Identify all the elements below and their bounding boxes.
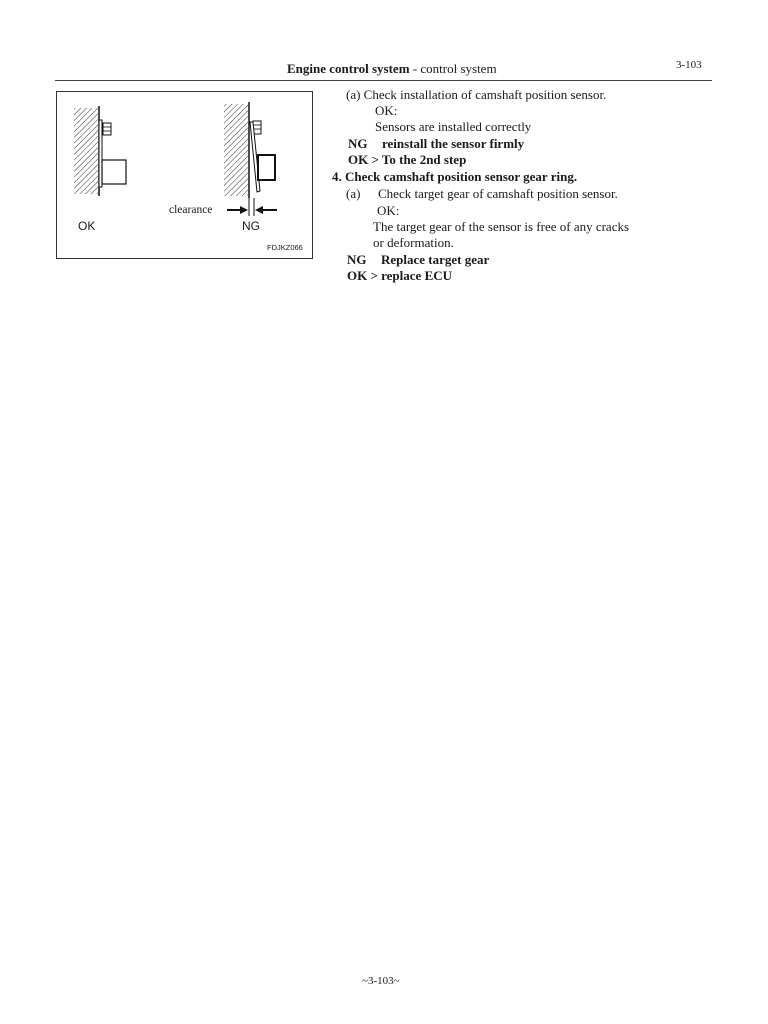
step-a2-ok-action: OK > replace ECU (347, 268, 453, 283)
ok-hatched-housing (74, 108, 98, 194)
ng-sensor-body (258, 155, 275, 180)
step-a1-ng-action: reinstall the sensor firmly (382, 136, 525, 151)
page-number-top: 3-103 (676, 59, 702, 71)
header-title-rest: - control system (409, 61, 497, 76)
figure-code: FDJKZ066 (267, 243, 303, 252)
sensor-installation-diagram (57, 92, 312, 258)
step-a2-ng-action: Replace target gear (381, 252, 490, 267)
step-a2-ok-detail-2: or deformation. (373, 235, 454, 250)
header-rule (55, 80, 712, 81)
step-a2-ng-line (347, 252, 489, 268)
step-a2-text: Check target gear of camshaft position sensor. (378, 186, 618, 201)
ng-sensor-drawing (224, 102, 277, 216)
figure-label-clearance: clearance (169, 204, 213, 216)
ng-hatched-housing (224, 104, 248, 196)
step-a1-ok-detail: Sensors are installed correctly (375, 119, 532, 134)
figure-label-ng: NG (242, 219, 260, 233)
figure-label-ok: OK (78, 219, 96, 233)
step-a2-marker: (a) (346, 186, 361, 201)
step-a1-ng-line (348, 136, 524, 152)
step-4-title: 4. Check camshaft position sensor gear ring. (332, 169, 578, 184)
ok-sensor-body (102, 160, 126, 184)
step-a1-ok-label: OK: (375, 103, 398, 118)
sensor-installation-figure (56, 91, 313, 259)
step-a2-line (346, 186, 618, 202)
page-footer-number: ~3-103~ (362, 975, 400, 987)
step-a2-ok-detail-1: The target gear of the sensor is free of any cracks (373, 219, 630, 234)
step-a2-ng-tag: NG (347, 252, 367, 267)
clearance-arrow-left-icon (227, 206, 248, 214)
ok-bolt-icon (103, 123, 111, 135)
step-a2-ok-label: OK: (377, 203, 400, 218)
step-a1-ng-tag: NG (348, 136, 368, 151)
ok-sensor-drawing (74, 106, 126, 196)
step-a1-text: (a) Check installation of camshaft position sensor. (346, 87, 607, 102)
page-header-title (287, 61, 497, 77)
step-a1-ok-action: OK > To the 2nd step (348, 152, 467, 167)
header-title-bold: Engine control system (287, 61, 410, 76)
clearance-arrow-right-icon (255, 206, 277, 214)
